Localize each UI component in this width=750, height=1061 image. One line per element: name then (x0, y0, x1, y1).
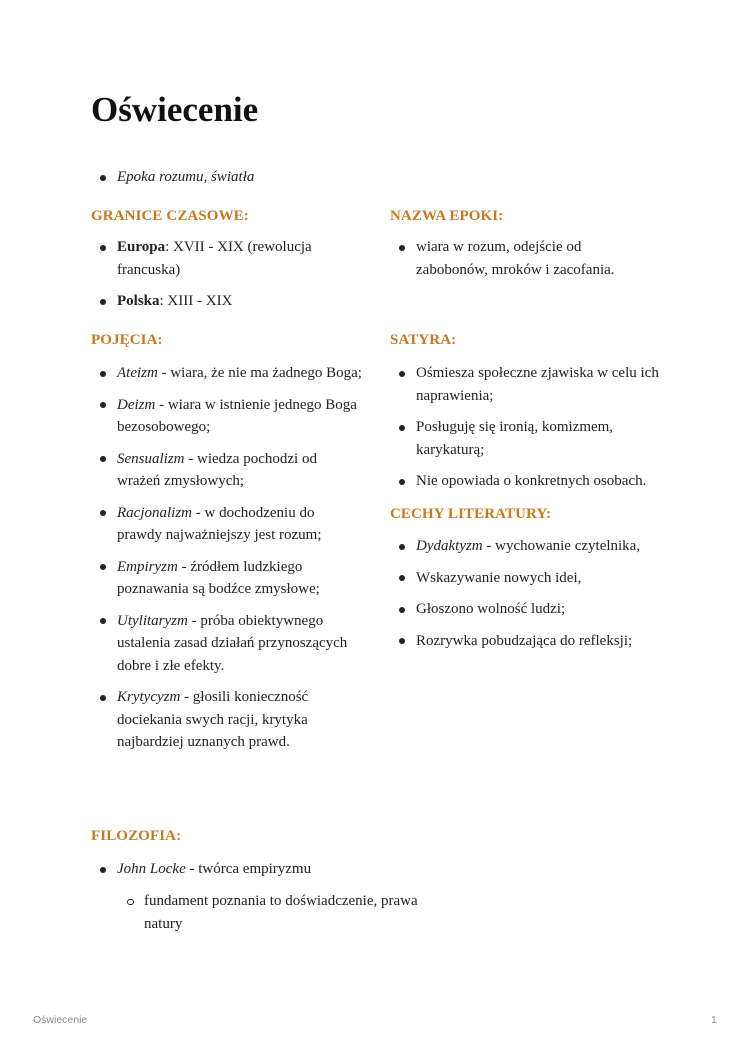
page-title: Oświecenie (91, 90, 259, 129)
list-item: Wskazywanie nowych idei, (390, 567, 670, 590)
nazwa-heading: NAZWA EPOKI: (390, 208, 504, 224)
list-item: John Locke - twórca empiryzmu (91, 858, 451, 881)
pojecia-list (91, 362, 363, 763)
nazwa-list (390, 236, 640, 290)
list-item: Sensualizm - wiedza pochodzi od wrażeń zmysłowych; (91, 448, 363, 493)
list-item: Epoka rozumu, światła (91, 166, 391, 189)
list-item: Nie opowiada o konkretnych osobach. (390, 470, 662, 493)
list-item: Głoszono wolność ludzi; (390, 598, 670, 621)
cechy-list (390, 535, 670, 661)
page-number: 1 (711, 1014, 717, 1026)
satyra-heading: SATYRA: (390, 332, 457, 348)
list-item: Ateizm - wiara, że nie ma żadnego Boga; (91, 362, 363, 385)
list-item: Rozrywka pobudzająca do refleksji; (390, 630, 670, 653)
list-item: Posługuję się ironią, komizmem, karykaturą; (390, 416, 662, 461)
list-item: Utylitaryzm - próba obiektywnego ustalenia zasad działań przynoszących dobre i złe efekty. (91, 610, 363, 678)
list-item: Racjonalizm - w dochodzeniu do prawdy najważniejszy jest rozum; (91, 502, 363, 547)
granice-list (91, 236, 351, 322)
pojecia-heading: POJĘCIA: (91, 332, 163, 348)
list-item: Ośmiesza społeczne zjawiska w celu ich naprawienia; (390, 362, 662, 407)
list-item: fundament poznania to doświadczenie, prawa natury (118, 890, 428, 935)
list-item: Empiryzm - źródłem ludzkiego poznawania są bodźce zmysłowe; (91, 556, 363, 601)
footer-title: Oświecenie (33, 1014, 88, 1026)
list-item: wiara w rozum, odejście od zabobonów, mroków i zacofania. (390, 236, 640, 281)
list-item: Polska: XIII - XIX (91, 290, 351, 313)
intro-list (91, 166, 391, 189)
satyra-list (390, 362, 662, 502)
filozofia-list (91, 858, 451, 890)
list-item: Krytycyzm - głosili konieczność dociekania swych racji, krytyka najbardziej uznanych prawd. (91, 686, 363, 754)
filozofia-sublist (118, 890, 428, 935)
filozofia-heading: FILOZOFIA: (91, 828, 182, 844)
list-item: Dydaktyzm - wychowanie czytelnika, (390, 535, 670, 558)
list-item: Europa: XVII - XIX (rewolucja francuska) (91, 236, 351, 281)
granice-heading: GRANICE CZASOWE: (91, 208, 249, 224)
cechy-heading: CECHY LITERATURY: (390, 506, 552, 522)
list-item: Deizm - wiara w istnienie jednego Boga bezosobowego; (91, 394, 363, 439)
